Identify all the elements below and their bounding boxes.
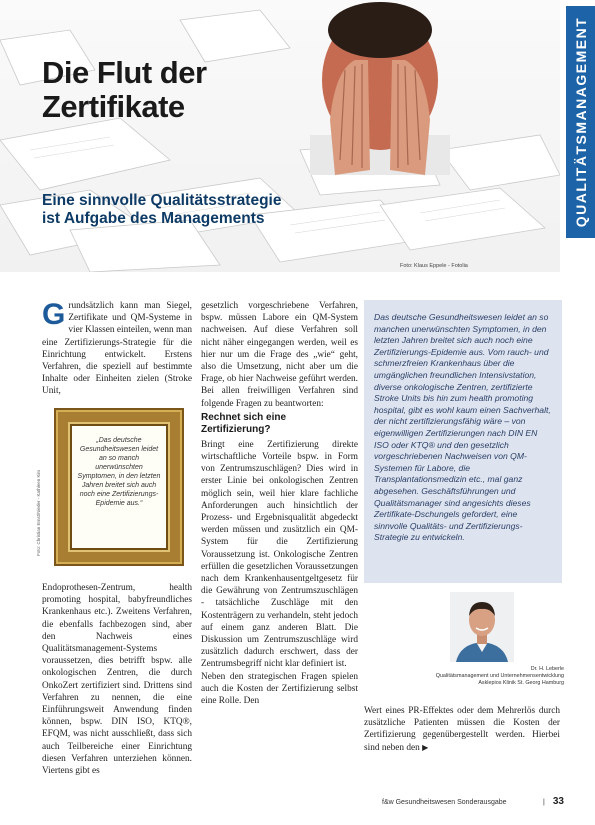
gold-frame	[58, 412, 180, 562]
col1-continued-text: Endoprothesen-Zentrum, health promoting hospital, babyfreundliches Krankenhaus etc.). Zweitens Verfahren, die ebenfalls fachbezogen sind, aber den Nachweis eines Qualitätsmanagement-Systems voraussetzen, dies betrifft bspw. alle onkologischen Zentren, die durch OnkoZert zertifiziert sind. Drittens sind Verfahren zu nennen, die eine Einführungsweit Anwendung finden können, bspw. DIN ISO, KTQ®, EFQM, was nicht ausschließt, dass sich auch Teilbereiche einer Einrichtung diesen Verfahren unterziehen können. Viertens gibt es	[42, 583, 192, 777]
col2-body-text-2: Neben den strategischen Fragen spielen auch die Kosten der Zertifizierung selbst eine Rolle. Den	[201, 671, 358, 707]
article-subtitle	[42, 192, 281, 228]
person-covering-face	[310, 2, 450, 175]
author-portrait	[450, 592, 514, 662]
col2-body-text: Bringt eine Zertifizierung direkte wirtschaftliche Vorteile bspw. in Form von Zentrumszuschlägen? Dies wird in erster Linie bei onkologischen Zentren möglich sein, weil hier klare fachliche Anforderungen auch hinsichtlich der Prozess- und Ergebnisqualität abgedeckt werden müssen und zusätzlich ein QM-System für die Zertifizierung Voraussetzung ist. Onkologische Zentren erfüllen die gesetzlichen Voraussetzungen nach dem Krankenhausentgeltgesetz für die Gewährung von Zentrumszuschlägen - tatsächliche Zuschläge mit den Kostenträgern zu verhandeln, steht jedoch auf einem ganz anderen Blatt. Die Diskussion um Zentrumszuschläge wird zusätzlich dadurch erschwert, dass der Zentrumsbegriff nicht klar definiert ist.	[201, 439, 358, 670]
subheading	[201, 412, 358, 436]
frame-photo-credit: Foto: Christian Ernst/Nieder - Kathleen Kirs	[36, 469, 41, 556]
section-tab	[566, 6, 595, 238]
author-org: Asklepios Klinik St. Georg Hamburg	[478, 680, 564, 686]
author-role: Qualitätsmanagement und Unternehmensentwicklung	[435, 673, 564, 679]
subheading-line-2: Zertifizierung?	[201, 423, 271, 435]
subtitle-line-2: ist Aufgabe des Managements	[42, 210, 265, 227]
framed-quote-image	[36, 408, 192, 568]
drop-cap: G	[42, 298, 66, 331]
callout-text: Das deutsche Gesundheitswesen leidet an so manchen unerwünschten Symptomen, in den letzten Jahren breitet sich auch noch eine Zertifizierungs-Epidemie aus. Vom rauch- und schmerzfreien Krankenhaus über die umgänglichen freundlichen Intensivstation, diverse onkologische Zentren, zertifizierte Stroke Units bis hin zum health promoting hospital, gibt es wohl kaum einen Sachverhalt, der nicht zertifizierungsfähig wäre – von eigenwilligen Zertifizierungen nach DIN EN ISO oder KTQ® und den gesetzlich vorgeschriebenen Nachweisen von QM-Systemen für Labore, die Transplantationsmedizin etc., mal ganz abgesehen. Geschäftsführungen und Qualitätsmanager sind angesichts dieses Zertifikate-Dschungels gefordert, eine sinnvolle Qualitäts- und Zertifizierungs-Strategie zu entwickeln.	[374, 312, 551, 543]
portrait-caption	[372, 666, 564, 687]
author-portrait-illustration	[450, 592, 514, 662]
body-column-3	[364, 705, 560, 754]
continue-arrow-icon: ▶	[422, 742, 429, 752]
article-title	[42, 56, 207, 124]
intro-text: rundsätzlich kann man Siegel, Zertifikate und QM-Systeme in vier Klassen einteilen, wenn man eine Zertifizierungs-Strategie für die Einrichtung entwickelt. Erstens Verfahren, die speziell auf bestimmte Inhalte oder Einheiten zielen (Stroke Unit,	[42, 301, 193, 397]
col3-text: Wert eines PR-Effektes oder dem Mehrerlös durch zusätzliche Patienten müssen die Kosten der Zertifizierung gegenübergestellt werden. Hierbei sind neben den	[364, 706, 560, 753]
subheading-line-1: Rechnet sich eine	[201, 411, 287, 423]
hero-image	[0, 0, 560, 272]
col2-intro-text: gesetzlich vorgeschriebene Verfahren, bspw. müssen Labore ein QM-System nachweisen. Auf diese Verfahren soll nicht näher eingegangen werden, weil es hier nur um die Frage des „wie“ geht, also die Umsetzung, nicht aber um die Frage, ob hier Nachweise geführt werden. Bei allen freiwilligen Verfahren sind folgende Fragen zu beantworten:	[201, 301, 358, 409]
frame-quote-text: „Das deutsche Gesundheitswesen leidet an so manch unerwünschten Symptomen, in den letzten Jahren breitet sich auch noch eine Zertifizierungs-Epidemie aus.“	[77, 437, 161, 507]
page-footer	[382, 796, 564, 807]
col3-text-paragraph	[364, 705, 560, 754]
body-column-1	[42, 300, 192, 398]
footer-divider: |	[543, 799, 545, 806]
photo-credit: Foto: Klaus Eppele - Fotolia	[400, 263, 468, 269]
author-name: Dr. H. Leberle	[530, 666, 564, 672]
title-line-2: Zertifikate	[42, 89, 185, 124]
body-column-2	[201, 300, 358, 707]
title-line-1: Die Flut der	[42, 55, 207, 90]
paper-pile-illustration	[0, 0, 560, 272]
body-column-1-continued	[42, 582, 192, 777]
section-label: QUALITÄTSMANAGEMENT	[572, 16, 589, 228]
subtitle-line-1: Eine sinnvolle Qualitätsstrategie	[42, 192, 282, 209]
page-number: 33	[552, 796, 564, 807]
callout-box	[364, 300, 562, 583]
intro-paragraph	[42, 300, 192, 398]
magazine-name: f&w Gesundheitswesen Sonderausgabe	[382, 799, 507, 806]
